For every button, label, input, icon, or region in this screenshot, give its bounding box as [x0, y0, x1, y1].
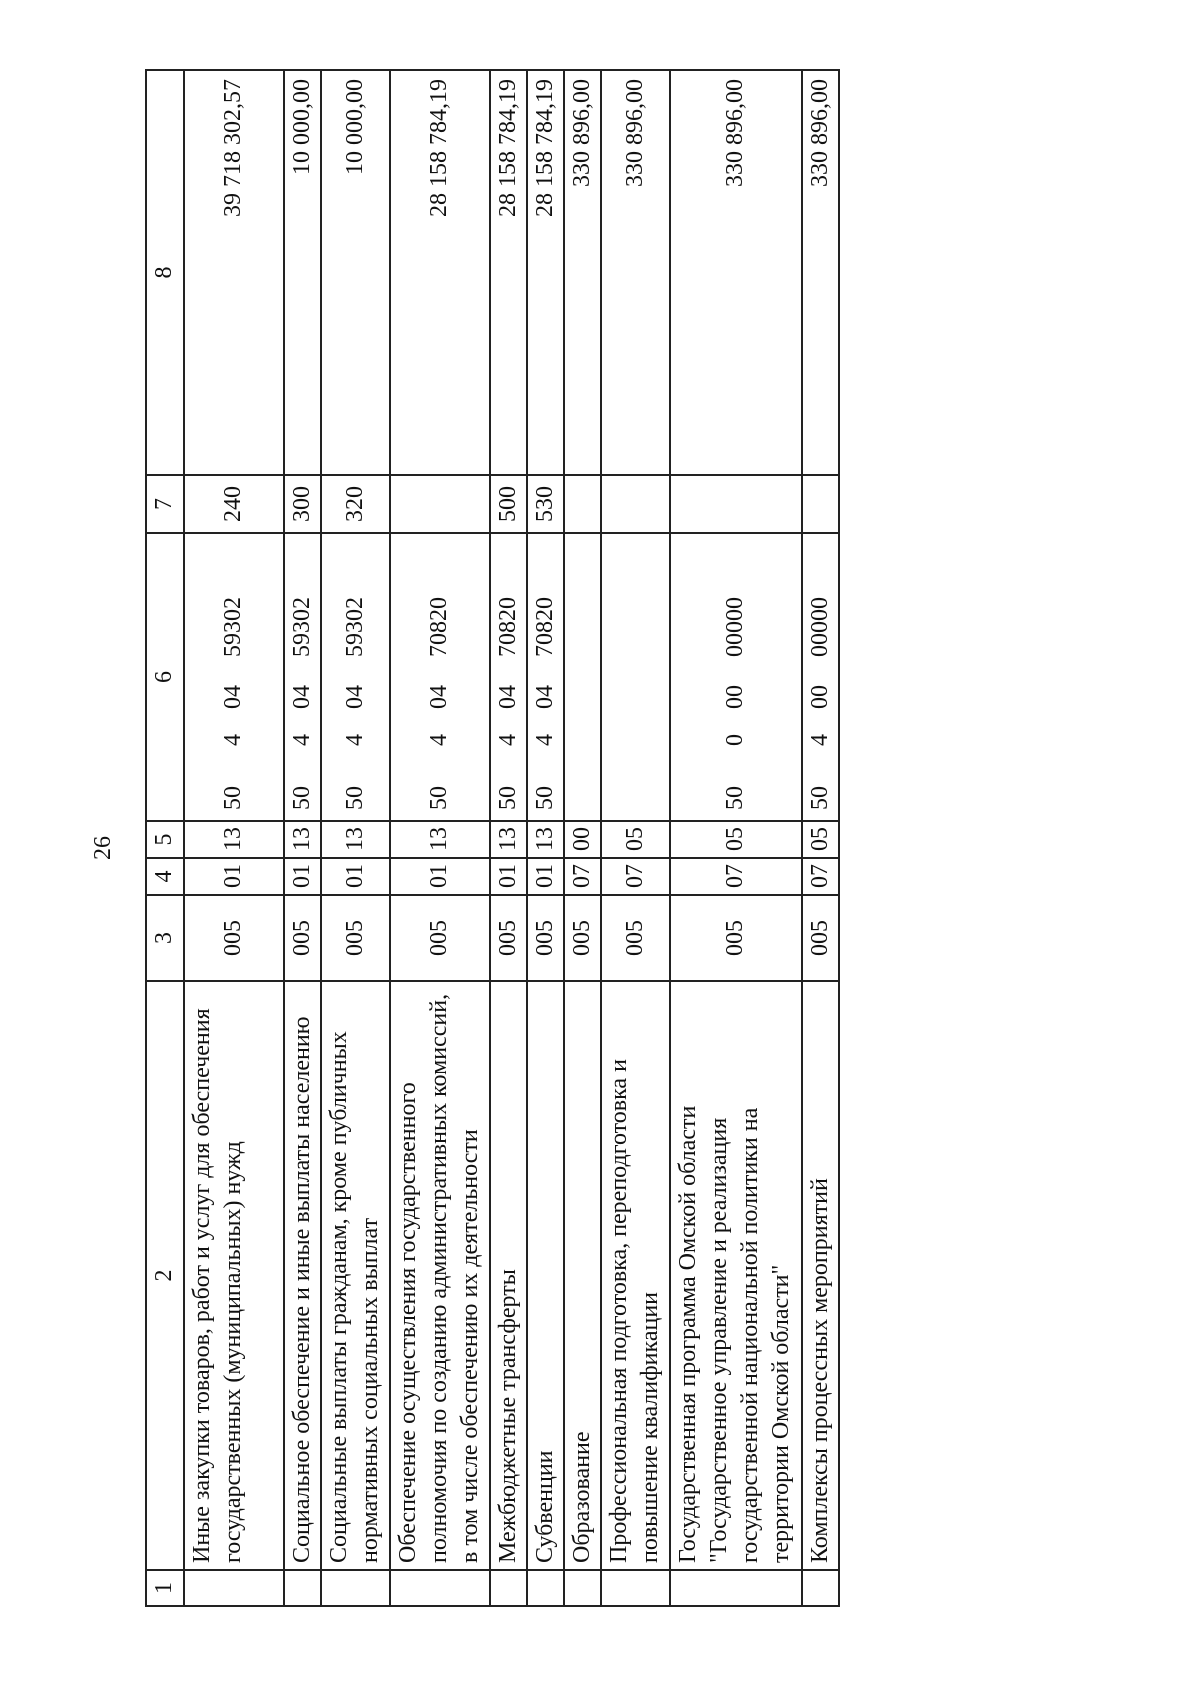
subsection-code-cell: 13	[490, 821, 527, 858]
row-number-cell	[564, 1570, 601, 1606]
measure-code: 00	[806, 685, 833, 709]
row-number-cell	[284, 1570, 321, 1606]
direction-code: 59302	[289, 597, 315, 657]
header-col-1: 1	[146, 1570, 184, 1606]
admin-code-cell: 005	[670, 895, 802, 981]
program-code: 50	[289, 786, 315, 810]
row-number-cell	[321, 1570, 389, 1606]
target-article-cell	[601, 533, 669, 821]
target-article-cell	[284, 533, 321, 821]
expense-type-cell	[601, 475, 669, 533]
page-number: 26	[90, 836, 116, 860]
subsection-code-cell: 05	[601, 821, 669, 858]
table-row	[284, 70, 321, 1606]
target-article-parts	[720, 534, 751, 820]
section-code-cell: 01	[321, 858, 389, 895]
row-number-cell	[527, 1570, 564, 1606]
target-article-cell	[184, 533, 284, 821]
row-number-cell	[390, 1570, 490, 1606]
row-name-cell: Государственная программа Омской области "Государственное управление и реализация государственной национальной политики на территории Омской области"	[670, 981, 802, 1570]
subprogram-code: 4	[425, 734, 452, 746]
amount-cell: 330 896,00	[564, 70, 601, 475]
program-code: 50	[494, 786, 521, 810]
table-row	[390, 70, 490, 1606]
header-col-7: 7	[146, 475, 184, 533]
section-code-cell: 01	[390, 858, 490, 895]
subsection-code-cell: 13	[184, 821, 284, 858]
header-row	[146, 70, 184, 1606]
subsection-code-cell: 05	[802, 821, 839, 858]
target-article-parts	[424, 534, 455, 820]
subsection-code-cell: 13	[390, 821, 490, 858]
row-number-cell	[670, 1570, 802, 1606]
table-row	[564, 70, 601, 1606]
amount-cell: 28 158 784,19	[390, 70, 490, 475]
program-code: 50	[341, 786, 368, 810]
rotated-table-container	[145, 71, 889, 1607]
measure-code: 04	[494, 685, 521, 709]
header-col-2: 2	[146, 981, 184, 1570]
row-name-cell: Образование	[564, 981, 601, 1570]
target-article-parts	[530, 534, 561, 820]
measure-code: 04	[341, 685, 368, 709]
amount-cell: 28 158 784,19	[490, 70, 527, 475]
row-number-cell	[802, 1570, 839, 1606]
section-code-cell: 01	[527, 858, 564, 895]
amount-cell: 330 896,00	[802, 70, 839, 475]
measure-code: 04	[531, 685, 558, 709]
target-article-cell	[490, 533, 527, 821]
table-row	[490, 70, 527, 1606]
header-col-6: 6	[146, 533, 184, 821]
row-name-cell: Профессиональная подготовка, переподготовка и повышение квалификации	[601, 981, 669, 1570]
subprogram-code: 4	[220, 734, 247, 746]
table-row	[527, 70, 564, 1606]
target-article-cell	[527, 533, 564, 821]
direction-code: 00000	[806, 597, 833, 657]
direction-code: 70820	[494, 597, 521, 657]
expense-type-cell	[670, 475, 802, 533]
measure-code: 04	[289, 685, 315, 709]
admin-code-cell: 005	[564, 895, 601, 981]
expense-type-cell	[802, 475, 839, 533]
budget-table	[145, 69, 840, 1607]
expense-type-cell	[564, 475, 601, 533]
subsection-code-cell: 13	[284, 821, 321, 858]
table-row	[601, 70, 669, 1606]
expense-type-cell: 320	[321, 475, 389, 533]
header-col-4: 4	[146, 858, 184, 895]
header-col-5: 5	[146, 821, 184, 858]
row-name-cell: Иные закупки товаров, работ и услуг для обеспечения государственных (муниципальных) нужд	[184, 981, 284, 1570]
admin-code-cell: 005	[527, 895, 564, 981]
section-code-cell: 01	[284, 858, 321, 895]
section-code-cell: 07	[601, 858, 669, 895]
measure-code: 00	[721, 685, 748, 709]
direction-code: 00000	[721, 597, 748, 657]
subprogram-code: 4	[289, 734, 315, 746]
measure-code: 04	[220, 685, 247, 709]
expense-type-cell: 500	[490, 475, 527, 533]
target-article-parts	[493, 534, 524, 820]
expense-type-cell	[390, 475, 490, 533]
subprogram-code: 4	[341, 734, 368, 746]
table-row	[321, 70, 389, 1606]
measure-code: 04	[425, 685, 452, 709]
header-col-3: 3	[146, 895, 184, 981]
amount-cell: 10 000,00	[321, 70, 389, 475]
amount-cell: 330 896,00	[601, 70, 669, 475]
program-code: 50	[721, 786, 748, 810]
row-number-cell	[184, 1570, 284, 1606]
table-row	[184, 70, 284, 1606]
amount-cell: 28 158 784,19	[527, 70, 564, 475]
subprogram-code: 4	[531, 734, 558, 746]
row-number-cell	[601, 1570, 669, 1606]
expense-type-cell: 240	[184, 475, 284, 533]
admin-code-cell: 005	[390, 895, 490, 981]
row-name-cell: Комплексы процессных мероприятий	[802, 981, 839, 1570]
direction-code: 70820	[425, 597, 452, 657]
admin-code-cell: 005	[321, 895, 389, 981]
subsection-code-cell: 13	[527, 821, 564, 858]
target-article-parts	[287, 534, 318, 820]
subsection-code-cell: 00	[564, 821, 601, 858]
admin-code-cell: 005	[284, 895, 321, 981]
subprogram-code: 4	[494, 734, 521, 746]
row-name-cell: Социальные выплаты гражданам, кроме публичных нормативных социальных выплат	[321, 981, 389, 1570]
subsection-code-cell: 13	[321, 821, 389, 858]
direction-code: 59302	[220, 597, 247, 657]
subprogram-code: 4	[806, 734, 833, 746]
table-body	[184, 70, 839, 1606]
subsection-code-cell: 05	[670, 821, 802, 858]
table-row	[802, 70, 839, 1606]
admin-code-cell: 005	[184, 895, 284, 981]
target-article-cell	[321, 533, 389, 821]
admin-code-cell: 005	[601, 895, 669, 981]
program-code: 50	[220, 786, 247, 810]
header-col-8: 8	[146, 70, 184, 475]
target-article-cell	[390, 533, 490, 821]
direction-code: 59302	[341, 597, 368, 657]
target-article-parts	[340, 534, 371, 820]
section-code-cell: 01	[490, 858, 527, 895]
program-code: 50	[425, 786, 452, 810]
row-name-cell: Субвенции	[527, 981, 564, 1570]
expense-type-cell: 300	[284, 475, 321, 533]
target-article-parts	[805, 534, 836, 820]
amount-cell: 330 896,00	[670, 70, 802, 475]
expense-type-cell: 530	[527, 475, 564, 533]
subprogram-code: 0	[721, 734, 748, 746]
amount-cell: 39 718 302,57	[184, 70, 284, 475]
target-article-cell	[802, 533, 839, 821]
row-number-cell	[490, 1570, 527, 1606]
admin-code-cell: 005	[490, 895, 527, 981]
section-code-cell: 07	[670, 858, 802, 895]
program-code: 50	[806, 786, 833, 810]
section-code-cell: 07	[802, 858, 839, 895]
direction-code: 70820	[531, 597, 558, 657]
program-code: 50	[531, 786, 558, 810]
target-article-parts	[218, 534, 249, 820]
target-article-cell	[670, 533, 802, 821]
amount-cell: 10 000,00	[284, 70, 321, 475]
row-name-cell: Межбюджетные трансферты	[490, 981, 527, 1570]
target-article-cell	[564, 533, 601, 821]
row-name-cell: Социальное обеспечение и иные выплаты населению	[284, 981, 321, 1570]
admin-code-cell: 005	[802, 895, 839, 981]
section-code-cell: 01	[184, 858, 284, 895]
section-code-cell: 07	[564, 858, 601, 895]
table-row	[670, 70, 802, 1606]
row-name-cell: Обеспечение осуществления государственного полномочия по созданию административных комиссий, в том числе обеспечению их деятельности	[390, 981, 490, 1570]
